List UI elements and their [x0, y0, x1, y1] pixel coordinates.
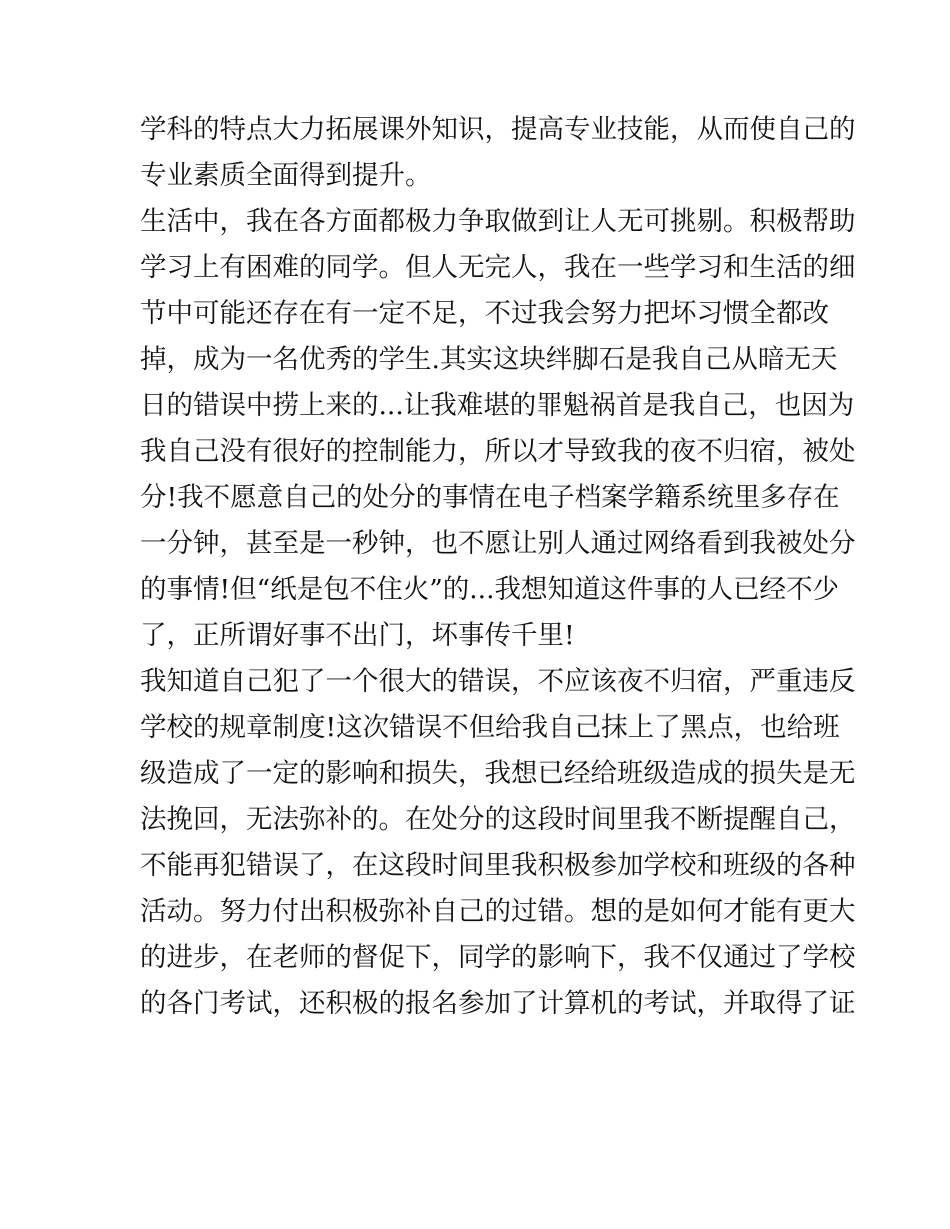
text-line: 级造成了一定的影响和损失，我想已经给班级造成的损失是无: [140, 758, 856, 789]
text-line: 生活中，我在各方面都极力争取做到让人无可挑剔。积极帮助: [140, 206, 856, 237]
text-line: 活动。努力付出积极弥补自己的过错。想的是如何才能有更大: [140, 896, 856, 927]
text-line: 我知道自己犯了一个很大的错误，不应该夜不归宿，严重违反: [140, 666, 856, 697]
text-line: 专业素质全面得到提升。: [140, 160, 432, 191]
document-text-body: [140, 107, 856, 1027]
text-line: 了，正所谓好事不出门，坏事传千里!: [140, 620, 575, 651]
text-line: 掉，成为一名优秀的学生.其实这块绊脚石是我自己从暗无天: [140, 344, 838, 375]
text-line: 日的错误中捞上来的...让我难堪的罪魁祸首是我自己，也因为: [140, 390, 855, 421]
text-line: 不能再犯错误了，在这段时间里我积极参加学校和班级的各种: [140, 850, 856, 881]
text-line: 节中可能还存在有一定不足，不过我会努力把坏习惯全都改: [140, 298, 829, 329]
text-line: 的进步，在老师的督促下，同学的影响下，我不仅通过了学校: [140, 942, 856, 973]
text-line: 法挽回，无法弥补的。在处分的这段时间里我不断提醒自己，: [140, 804, 856, 835]
text-line: 的事情!但“纸是包不住火”的...我想知道这件事的人已经不少: [140, 574, 840, 605]
text-line: 学习上有困难的同学。但人无完人，我在一些学习和生活的细: [140, 252, 856, 283]
text-line: 的各门考试，还积极的报名参加了计算机的考试，并取得了证: [140, 988, 856, 1019]
text-line: 学科的特点大力拓展课外知识，提高专业技能，从而使自己的: [140, 114, 856, 145]
text-line: 一分钟，甚至是一秒钟，也不愿让别人通过网络看到我被处分: [140, 528, 856, 559]
text-line: 我自己没有很好的控制能力，所以才导致我的夜不归宿，被处: [140, 436, 856, 467]
text-line: 学校的规章制度!这次错误不但给我自己抹上了黑点，也给班: [140, 712, 840, 743]
text-line: 分!我不愿意自己的处分的事情在电子档案学籍系统里多存在: [140, 482, 840, 513]
